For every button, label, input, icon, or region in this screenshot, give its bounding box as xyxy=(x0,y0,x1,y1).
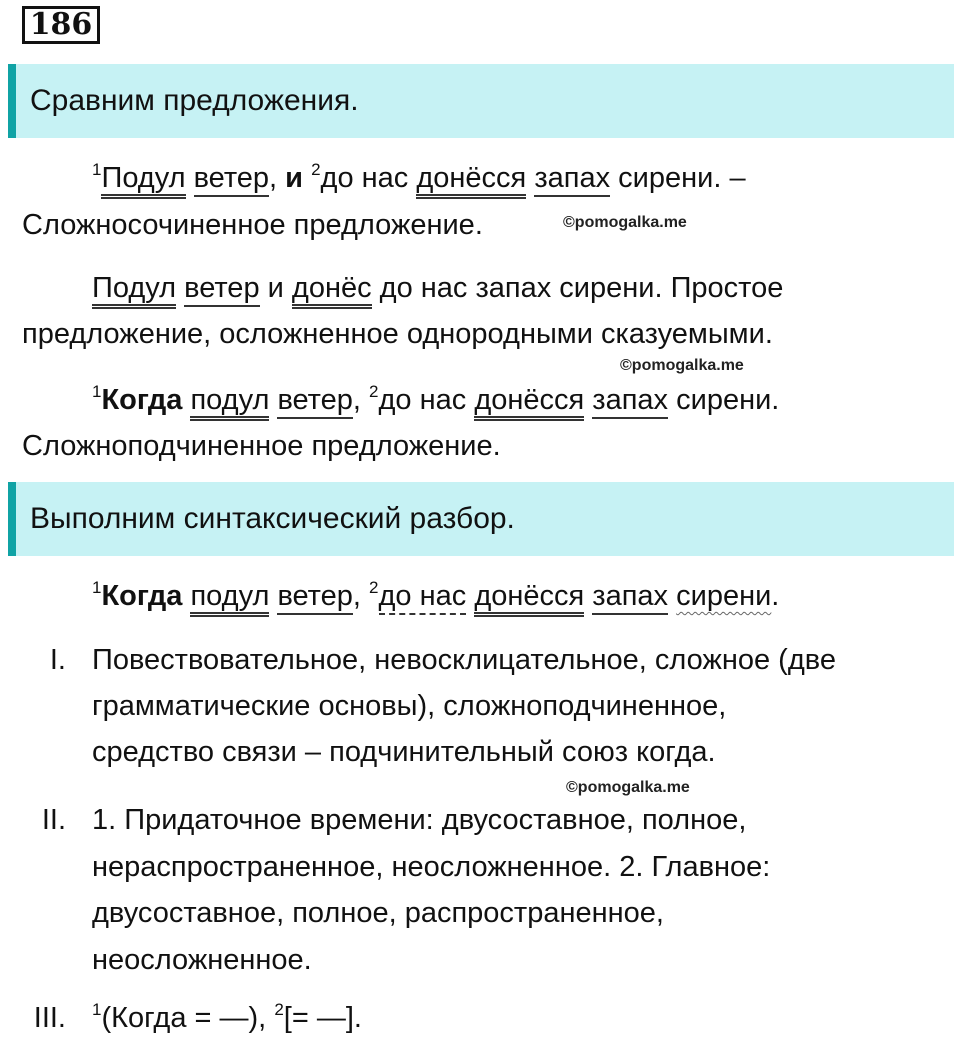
predicate: Подул xyxy=(101,162,185,199)
predicate: донёсся xyxy=(474,580,584,617)
predicate: донёс xyxy=(292,272,372,309)
sentence-complex-line2: Сложноподчиненное предложение. xyxy=(22,430,501,462)
item-numeral: II. xyxy=(41,804,66,836)
conjunction: Когда xyxy=(101,384,183,416)
item-numeral: III. xyxy=(33,1002,66,1034)
watermark: ©pomogalka.me xyxy=(620,357,744,374)
item-text: неосложненное. xyxy=(92,944,312,976)
predicate: подул xyxy=(190,384,269,421)
sentence-simple-line1: Подул ветер и донёс до нас запах сирени. Простое xyxy=(92,268,783,308)
item-text: 1. Придаточное времени: двусоставное, полное, xyxy=(92,804,747,836)
item-text: грамматические основы), сложноподчиненное, xyxy=(92,690,727,722)
predicate: Подул xyxy=(92,272,176,309)
subject: запах xyxy=(592,384,668,419)
predicate: донёсся xyxy=(474,384,584,421)
conjunction: и xyxy=(285,162,303,194)
predicate: подул xyxy=(190,580,269,617)
task-number: 186 xyxy=(22,6,100,44)
attribute: сирени xyxy=(676,580,772,612)
adverbial: до нас xyxy=(379,580,467,615)
subject: ветер xyxy=(184,272,259,307)
scheme: $^1$(Когда = —), $^2$[= —]. xyxy=(92,1000,362,1034)
section-header-compare: Сравним предложения. xyxy=(8,64,954,138)
predicate: донёсся xyxy=(416,162,526,199)
clause-number: 2 xyxy=(369,382,379,401)
parsed-sentence: $^1$Когда подул ветер, $^2$до нас донёсся запах сирени. xyxy=(92,576,779,616)
clause-number: 1 xyxy=(92,382,102,401)
watermark: ©pomogalka.me xyxy=(566,779,690,796)
clause-number: 1 xyxy=(92,578,102,597)
sentence-compound-line1: $^1$Подул ветер, и $^2$до нас донёсся запах сирени. – xyxy=(92,158,746,198)
clause-number: 1 xyxy=(92,1000,102,1019)
watermark: ©pomogalka.me xyxy=(563,214,687,231)
item-text: Повествовательное, невосклицательное, сложное (две xyxy=(92,644,836,676)
clause-number: 1 xyxy=(92,160,102,179)
clause-number: 2 xyxy=(311,160,321,179)
clause-number: 2 xyxy=(274,1000,284,1019)
subject: запах xyxy=(534,162,610,197)
subject: запах xyxy=(592,580,668,615)
item-text: средство связи – подчинительный союз когда. xyxy=(92,736,716,768)
conjunction: Когда xyxy=(101,580,183,612)
sentence-simple-line2: предложение, осложненное однородными сказуемыми. xyxy=(22,318,773,350)
section-header-parse: Выполним синтаксический разбор. xyxy=(8,482,954,556)
item-numeral: I. xyxy=(49,644,66,676)
subject: ветер xyxy=(277,384,352,419)
clause-number: 2 xyxy=(369,578,379,597)
subject: ветер xyxy=(277,580,352,615)
item-text: двусоставное, полное, распространенное, xyxy=(92,897,664,929)
sentence-complex-line1: $^1$Когда подул ветер, $^2$до нас донёсся запах сирени. xyxy=(92,380,779,420)
sentence-compound-line2: Сложносочиненное предложение. xyxy=(22,209,483,241)
subject: ветер xyxy=(194,162,269,197)
item-text: нераспространенное, неосложненное. 2. Главное: xyxy=(92,851,771,883)
